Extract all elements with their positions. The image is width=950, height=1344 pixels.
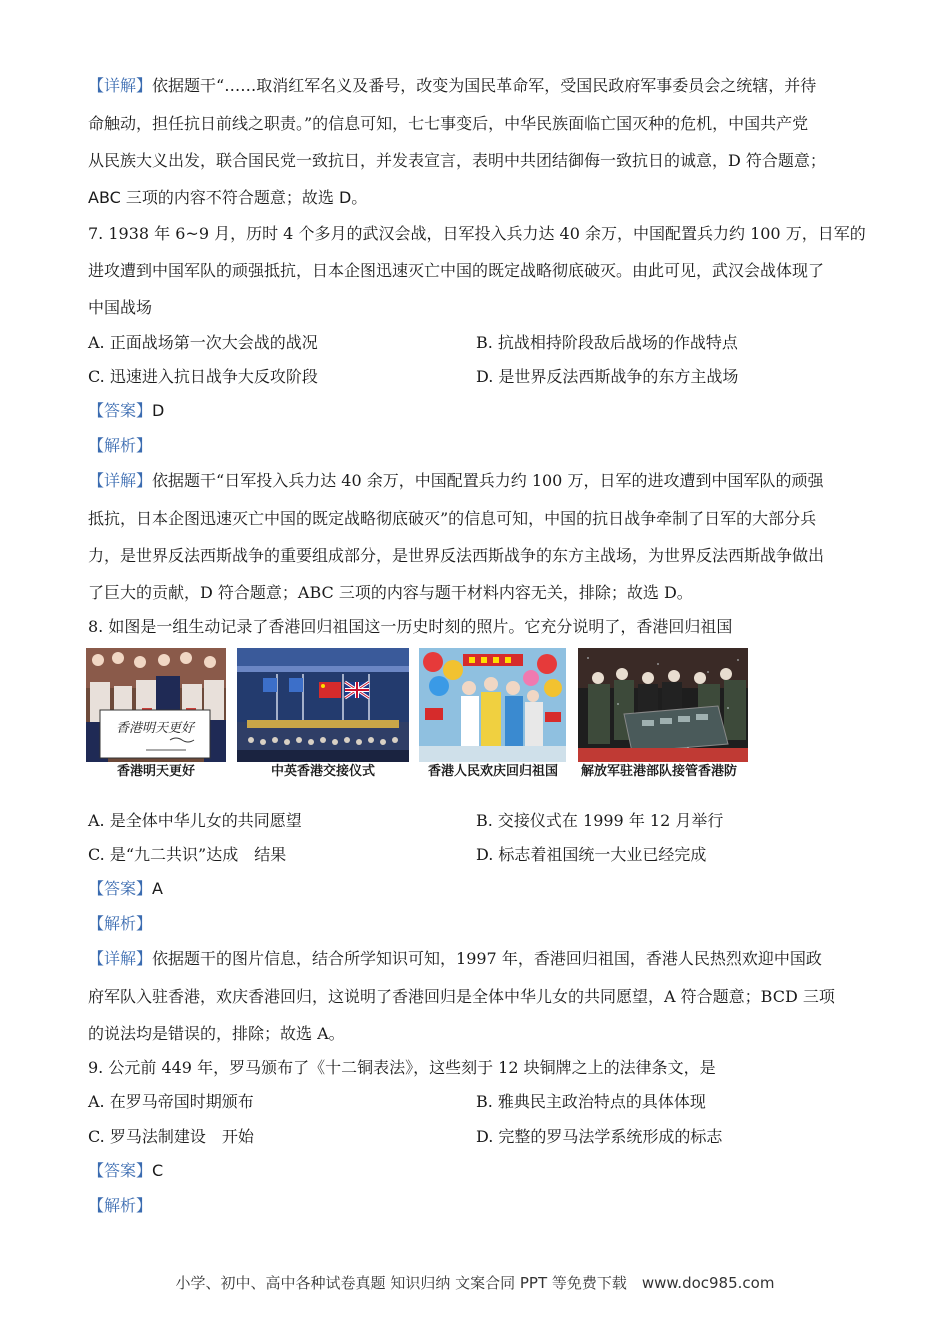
q7-detail-line-2: 抵抗，日本企图迅速灭亡中国的既定战略彻底破灭”的信息可知，中国的抗日战争牵制了日军的大部分兵 <box>88 509 817 528</box>
ceremony-photo-image <box>237 648 409 762</box>
photo-caption-3: 香港人民欢庆回归祖国 <box>427 764 558 779</box>
q9-option-d: D. 完整的罗马法学系统形成的标志 <box>476 1127 723 1146</box>
photo-hk-tomorrow-better <box>86 648 226 762</box>
q7-option-a: A. 正面战场第一次大会战的战况 <box>88 333 318 352</box>
q7-stem-line-2: 进攻遭到中国军队的顽强抵抗，日本企图迅速灭亡中国的既定战略彻底破灭。由此可见，武汉会战体现了 <box>88 261 825 280</box>
garrison-photo-image <box>578 648 748 762</box>
sign-text: 香港明天更好 <box>115 721 195 736</box>
q6-detail-line-3: 从民族大义出发，联合国民党一致抗日，并发表宣言，表明中共团结御侮一致抗日的诚意，D 符合题意； <box>88 151 826 170</box>
photo-caption-2: 中英香港交接仪式 <box>270 764 375 779</box>
q7-detail-line-4: 了巨大的贡献，D 符合题意；ABC 三项的内容与题干材料内容无关，排除；故选 D。 <box>88 583 693 602</box>
photo-caption-1: 香港明天更好 <box>116 764 195 779</box>
union-flag-icon <box>345 682 369 698</box>
q7-analysis-tag: 【解析】 <box>88 436 153 455</box>
q8-detail-line-1: 【详解】依据题干的图片信息，结合所学知识可知，1997 年，香港回归祖国，香港人民热烈欢迎中国政 <box>88 949 822 968</box>
photo-caption-4: 解放军驻港部队接管香港防 <box>580 764 737 779</box>
q7-option-b: B. 抗战相持阶段敌后战场的作战特点 <box>476 333 738 352</box>
q7-stem-line-3: 中国战场 <box>88 298 153 317</box>
q9-option-b: B. 雅典民主政治特点的具体体现 <box>476 1092 706 1111</box>
q8-detail-line-2: 府军队入驻香港，欢庆香港回归，这说明了香港回归是全体中华儿女的共同愿望，A 符合题意；BCD 三项 <box>88 987 835 1006</box>
q9-option-a: A. 在罗马帝国时期颁布 <box>88 1092 254 1111</box>
q8-option-c: C. 是“九二共识”达成 结果 <box>88 845 287 864</box>
photo-handover-ceremony <box>237 648 409 762</box>
q9-answer: 【答案】C <box>88 1161 164 1180</box>
q8-stem: 8. 如图是一组生动记录了香港回归祖国这一历史时刻的照片。它充分说明了，香港回归祖国 <box>88 617 733 636</box>
q7-stem-line-1: 7. 1938 年 6~9 月，历时 4 个多月的武汉会战，日军投入兵力达 40 余万，中国配置兵力约 100 万，日军的 <box>88 224 866 243</box>
q6-detail-line-2: 命触动，担任抗日前线之职责。”的信息可知，七七事变后，中华民族面临亡国灭种的危机，中国共产党 <box>88 114 809 133</box>
q8-option-a: A. 是全体中华儿女的共同愿望 <box>88 811 302 830</box>
q8-analysis-tag: 【解析】 <box>88 914 153 933</box>
q9-analysis-tag: 【解析】 <box>88 1196 153 1215</box>
q6-detail-line-1: 【详解】依据题干“……取消红军名义及番号，改变为国民革命军，受国民政府军事委员会之统辖，并待 <box>88 76 817 95</box>
q6-detail-line-4: ABC 三项的内容不符合题意；故选 D。 <box>88 188 368 207</box>
page-footer: 小学、初中、高中各种试卷真题 知识归纳 文案合同 PPT 等免费下载 www.doc985.com <box>175 1274 775 1292</box>
plaque-icon <box>624 706 728 752</box>
crowd-photo-image <box>86 648 226 762</box>
detail-tag: 【详解】 <box>88 76 153 95</box>
celebration-photo-image <box>419 648 566 762</box>
photo-celebration <box>419 648 566 762</box>
q7-detail-line-3: 力，是世界反法西斯战争的重要组成部分，是世界反法西斯战争的东方主战场，为世界反法西斯战争做出 <box>88 546 825 565</box>
q7-option-c: C. 迅速进入抗日战争大反攻阶段 <box>88 367 318 386</box>
q8-detail-line-3: 的说法均是错误的，排除；故选 A。 <box>88 1024 345 1043</box>
photo-pla-garrison <box>578 648 748 762</box>
q8-answer: 【答案】A <box>88 879 163 898</box>
q9-option-c: C. 罗马法制建设 开始 <box>88 1127 254 1146</box>
q8-option-b: B. 交接仪式在 1999 年 12 月举行 <box>476 811 724 830</box>
q7-option-d: D. 是世界反法西斯战争的东方主战场 <box>476 367 739 386</box>
q8-option-d: D. 标志着祖国统一大业已经完成 <box>476 845 707 864</box>
q7-answer: 【答案】D <box>88 401 165 420</box>
q9-stem: 9. 公元前 449 年，罗马颁布了《十二铜表法》，这些刻于 12 块铜牌之上的法律条文，是 <box>88 1058 716 1077</box>
q7-detail-line-1: 【详解】依据题干“日军投入兵力达 40 余万，中国配置兵力约 100 万，日军的进攻遭到中国军队的顽强 <box>88 471 824 490</box>
